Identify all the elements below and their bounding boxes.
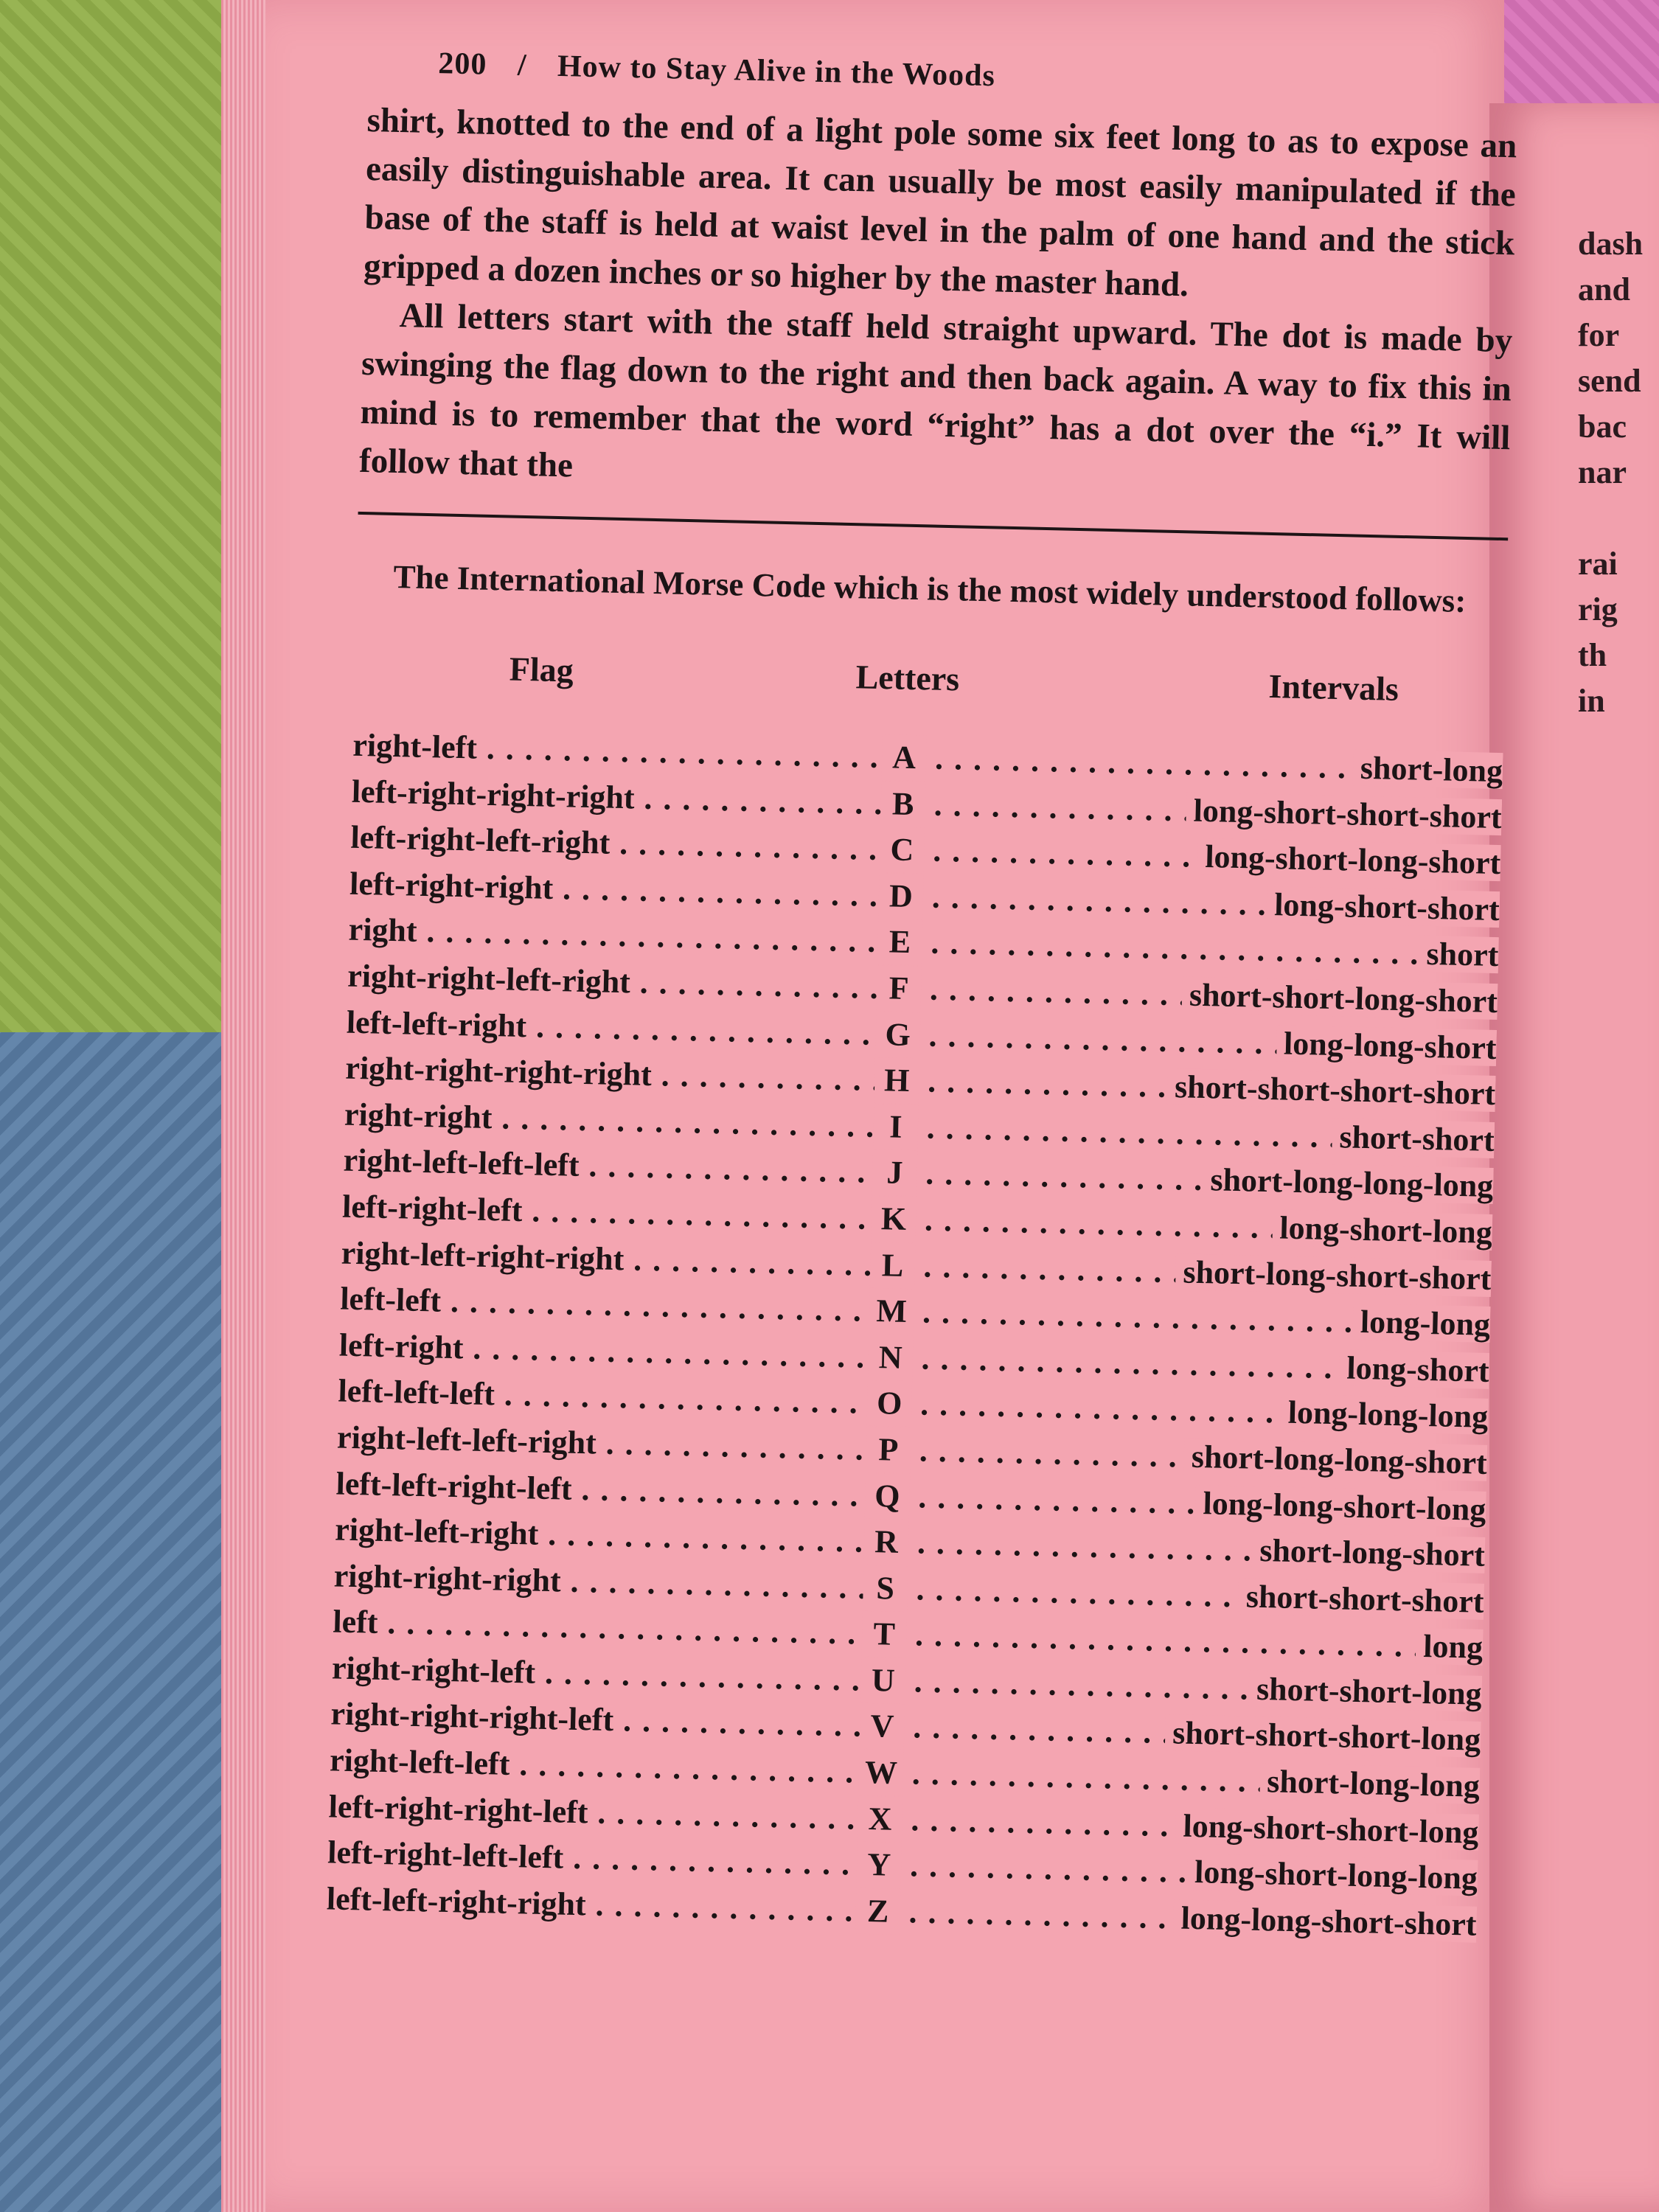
facing-page-fragment: rai: [1578, 546, 1618, 582]
interval: short-long: [1352, 750, 1503, 790]
letter: H: [874, 1057, 919, 1104]
interval: long-long-short-long: [1195, 1484, 1486, 1527]
flag-sequence: left-right-left . . .: [342, 1184, 903, 1242]
flag-sequence: right-left-left-right . . .: [336, 1414, 897, 1472]
interval: long-long-short: [1276, 1025, 1498, 1066]
flag-sequence: right-left-right-right . . .: [341, 1230, 902, 1288]
letter: M: [869, 1288, 914, 1335]
facing-page-fragment: send: [1578, 363, 1641, 399]
interval: long-short: [1339, 1349, 1489, 1389]
interval: short-long-long-short: [1183, 1438, 1487, 1481]
flag-sequence: right-right-right-left . . .: [330, 1691, 891, 1750]
letter: Q: [865, 1472, 910, 1519]
facing-page-fragment: dash: [1578, 226, 1644, 262]
flag-sequence: left-right-left-left . . .: [327, 1830, 888, 1888]
table-header: [354, 631, 1506, 723]
letter: T: [862, 1611, 907, 1658]
letter: W: [858, 1750, 903, 1796]
flag-sequence: left-right-right-left . . .: [328, 1784, 889, 1842]
flag-sequence: left-right-left-right . . .: [350, 815, 911, 873]
flag-sequence: right-left-left . . .: [329, 1737, 890, 1795]
flag-sequence: right-left-left-left . . .: [343, 1138, 904, 1196]
facing-page-fragment: th: [1578, 637, 1607, 673]
flag-sequence: right-left . . .: [352, 723, 914, 781]
letter: V: [860, 1703, 905, 1750]
flag-sequence: left-left-right-left . . .: [335, 1461, 897, 1519]
interval: short-short-short-long: [1165, 1715, 1481, 1759]
interval: short: [1419, 936, 1499, 973]
interval: short-short-long: [1249, 1671, 1483, 1712]
flag-sequence: left-left-right . . .: [346, 999, 907, 1057]
book-title: How to Stay Alive in the Woods: [557, 49, 996, 94]
letter: S: [863, 1565, 908, 1611]
flag-sequence: left-right-right-right . . .: [351, 768, 912, 827]
letter: Z: [855, 1888, 900, 1934]
flag-sequence: left-right . . .: [338, 1322, 900, 1380]
letter: U: [860, 1658, 905, 1704]
morse-code-table: [326, 723, 1503, 1948]
interval: short-short: [1332, 1119, 1495, 1158]
facing-page-fragment: nar: [1578, 454, 1627, 490]
flag-sequence: right-right-left-right . . .: [347, 953, 908, 1012]
interval: long-long: [1352, 1304, 1490, 1343]
interval: long-long-long: [1280, 1394, 1488, 1435]
flag-sequence: right-right . . .: [344, 1091, 905, 1150]
flag-sequence: right-right-left . . .: [331, 1645, 892, 1703]
interval: short-long-short: [1252, 1532, 1486, 1573]
letter: G: [875, 1012, 920, 1058]
header-flag: Flag: [509, 650, 574, 689]
flag-sequence: left-left-left . . .: [338, 1368, 899, 1427]
interval: long-short-short-short: [1186, 792, 1502, 835]
interval: long-short-short: [1267, 886, 1500, 928]
header-separator: /: [517, 48, 528, 83]
letter: Y: [856, 1842, 901, 1888]
letter: R: [863, 1519, 908, 1565]
interval: long-short-long: [1272, 1209, 1493, 1251]
flag-sequence: right-right-right-right . . .: [345, 1046, 906, 1104]
letter: C: [880, 827, 925, 873]
facing-page-fragment: and: [1578, 271, 1630, 307]
flag-sequence: left-left . . .: [340, 1276, 901, 1335]
interval: short-long-long: [1259, 1763, 1481, 1804]
letter: L: [870, 1242, 915, 1288]
paragraph-2: All letters start with the staff held straight upward. The dot is made by swinging the flag down to the right and then back again. A way to fix this in mind is to remember that the word “right” has a dot over the “i.” It will follow that the: [358, 296, 1513, 485]
section-rule: [358, 512, 1509, 540]
letter: P: [866, 1427, 911, 1473]
letter: O: [867, 1380, 912, 1427]
interval: long-short-short-long: [1175, 1807, 1479, 1850]
letter: B: [880, 781, 925, 827]
page-content: [326, 44, 1518, 1948]
flag-sequence: right-left-right . . .: [335, 1507, 896, 1565]
facing-page-fragment: bac: [1578, 408, 1627, 445]
interval: long-short-long-long: [1187, 1854, 1478, 1896]
flag-sequence: right . . .: [348, 907, 909, 965]
letter: A: [882, 734, 927, 781]
flag-sequence: left-right-right . . .: [349, 860, 910, 919]
flag-sequence: left . . .: [333, 1599, 894, 1658]
interval: long: [1416, 1628, 1484, 1666]
facing-page-fragment: for: [1578, 317, 1620, 353]
interval: short-short-long-short: [1182, 976, 1498, 1020]
interval: short-long-long-long: [1203, 1161, 1494, 1204]
interval: short-short-short-short: [1167, 1068, 1496, 1112]
paragraph-1: shirt, knotted to the end of a light pole some six feet long to as to expose an easily distinguishable area. It can usually be most easily manipulated if the base of the staff is held at waist level in the palm of one hand and the stick gripped a dozen inches or so higher by the master hand.: [363, 100, 1517, 305]
letter: K: [871, 1196, 916, 1242]
flag-sequence: right-right-right . . .: [333, 1553, 894, 1611]
header-letters: Letters: [855, 658, 960, 698]
flag-sequence: left-left-right-right . . .: [326, 1876, 887, 1934]
interval: long-short-long-short: [1197, 838, 1501, 881]
interval: long-long-short-short: [1173, 1899, 1477, 1942]
header-intervals: Intervals: [1267, 667, 1399, 708]
morse-intro: The International Morse Code which is the most widely understood follows:: [393, 557, 1467, 619]
interval: short-long-short-short: [1175, 1253, 1492, 1297]
interval: short-short-short: [1238, 1578, 1484, 1620]
letter: N: [868, 1335, 913, 1381]
facing-page-fragment: in: [1578, 683, 1605, 719]
letter: D: [878, 873, 923, 919]
letter: X: [858, 1795, 902, 1842]
book-right-page: [1489, 103, 1659, 2212]
facing-page-fragment: rig: [1578, 591, 1618, 627]
letter: E: [877, 919, 922, 965]
letter: J: [872, 1150, 917, 1196]
page-number: 200: [437, 46, 487, 82]
letter: F: [876, 965, 921, 1012]
letter: I: [873, 1104, 918, 1150]
